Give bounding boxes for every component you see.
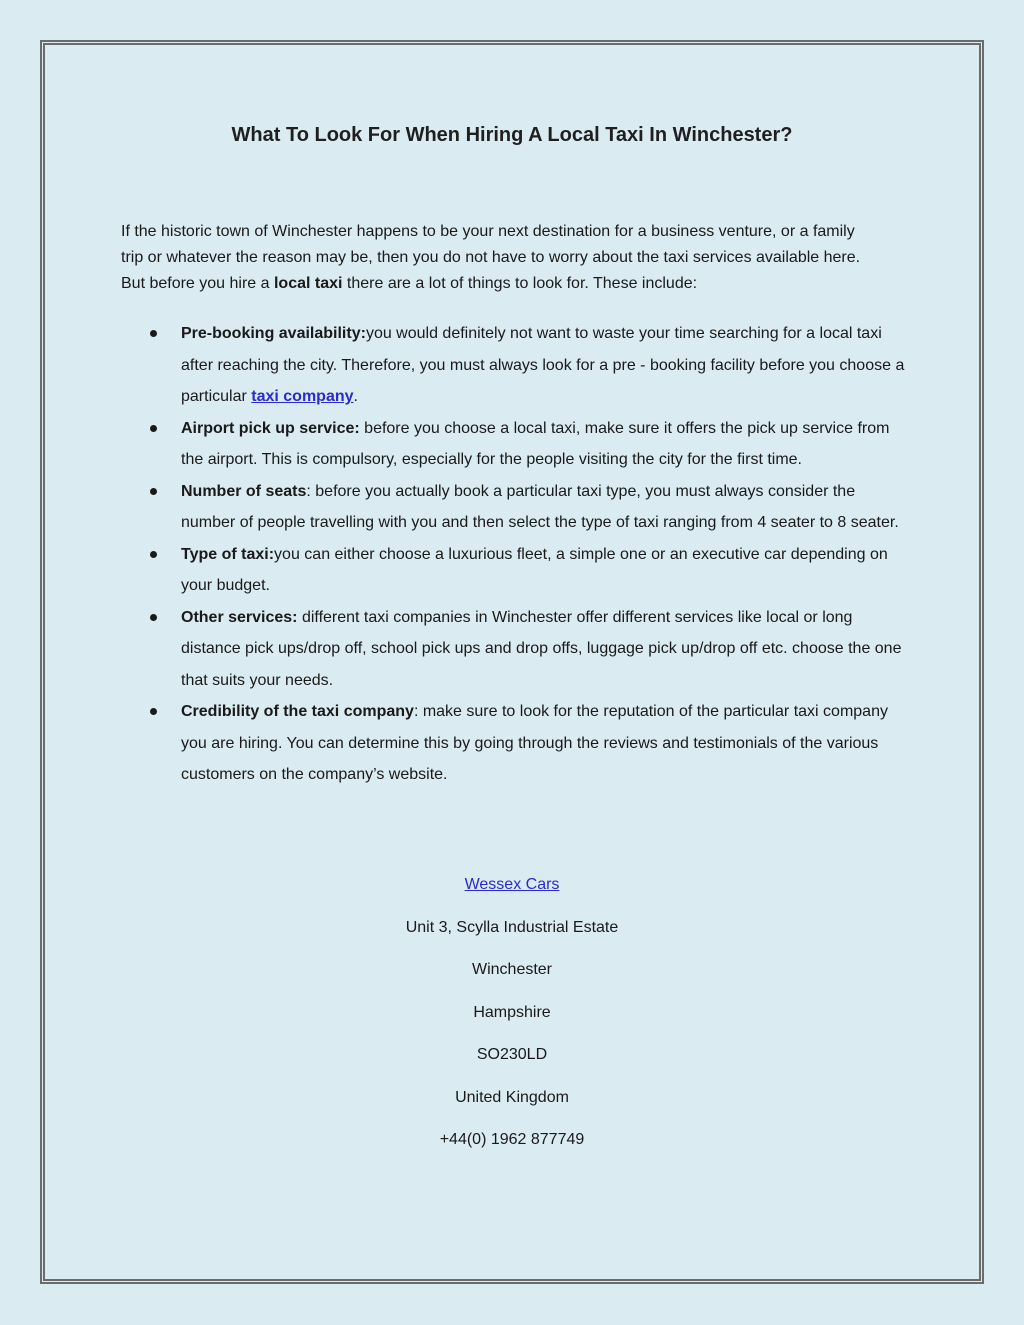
postcode: SO230LD bbox=[476, 1046, 548, 1063]
contact-block bbox=[0, 873, 1024, 1171]
page-title: What To Look For When Hiring A Local Taxi In Winchester? bbox=[231, 124, 793, 146]
list-item-text: different taxi companies in Winchester offer different services like local or long distance pick ups/drop off, school pick ups and drop offs, luggage pick up/drop off etc. choose the one that suits your needs. bbox=[181, 608, 902, 689]
company-link[interactable]: Wessex Cars bbox=[464, 876, 560, 893]
country: United Kingdom bbox=[455, 1088, 569, 1106]
intro-text-before: If the historic town of Winchester happens to be your next destination for a business venture, or a family trip or whatever the reason may be, then you do not have to worry about the taxi services available here. But before you hire a bbox=[121, 223, 861, 292]
intro-paragraph bbox=[121, 219, 881, 297]
bullet-icon bbox=[150, 488, 157, 495]
city: Winchester bbox=[471, 961, 553, 978]
list-item-label: Other services: bbox=[181, 608, 298, 626]
list-item-credibility bbox=[150, 696, 910, 791]
list-item-text: : make sure to look for the reputation of the particular taxi company you are hiring. You can determine this by going through the reviews and testimonials of the various customers on the company’s website. bbox=[181, 703, 888, 783]
list-item-airport bbox=[150, 413, 910, 476]
list-item-text-after: . bbox=[353, 388, 358, 405]
bullet-icon bbox=[150, 708, 157, 715]
intro-text-after: there are a lot of things to look for. These include: bbox=[342, 275, 698, 292]
bullet-icon bbox=[150, 330, 157, 337]
county: Hampshire bbox=[473, 1003, 551, 1021]
list-item-label: Type of taxi: bbox=[181, 545, 275, 563]
bullet-icon bbox=[150, 551, 157, 558]
list-item-label: Pre-booking availability: bbox=[181, 325, 366, 342]
list-item-pre-booking bbox=[150, 318, 910, 413]
criteria-list bbox=[150, 318, 910, 791]
list-item-text: you can either choose a luxurious fleet, a simple one or an executive car depending on your budget. bbox=[181, 545, 888, 594]
address-line: Unit 3, Scylla Industrial Estate bbox=[405, 918, 619, 936]
list-item-label: Credibility of the taxi company bbox=[181, 703, 414, 720]
list-item-type bbox=[150, 539, 910, 602]
list-item-label: Number of seats bbox=[181, 482, 307, 500]
intro-bold-local-taxi: local taxi bbox=[273, 275, 343, 292]
list-item-other-services bbox=[150, 602, 910, 697]
list-item-text: you would definitely not want to waste your time searching for a local taxi after reaching the city. Therefore, you must always look for a pre - booking facility before you choose a particular bbox=[181, 325, 905, 405]
list-item-text: before you choose a local taxi, make sure it offers the pick up service from the airport. This is compulsory, especially for the people visiting the city for the first time. bbox=[181, 419, 890, 468]
taxi-company-link[interactable]: taxi company bbox=[251, 388, 354, 405]
bullet-icon bbox=[150, 425, 157, 432]
list-item-text: : before you actually book a particular taxi type, you must always consider the number of people travelling with you and then select the type of taxi ranging from 4 seater to 8 seater. bbox=[181, 482, 899, 531]
phone-number: +44(0) 1962 877749 bbox=[439, 1131, 585, 1148]
list-item-seats bbox=[150, 476, 910, 539]
list-item-label: Airport pick up service: bbox=[181, 419, 360, 437]
bullet-icon bbox=[150, 614, 157, 621]
